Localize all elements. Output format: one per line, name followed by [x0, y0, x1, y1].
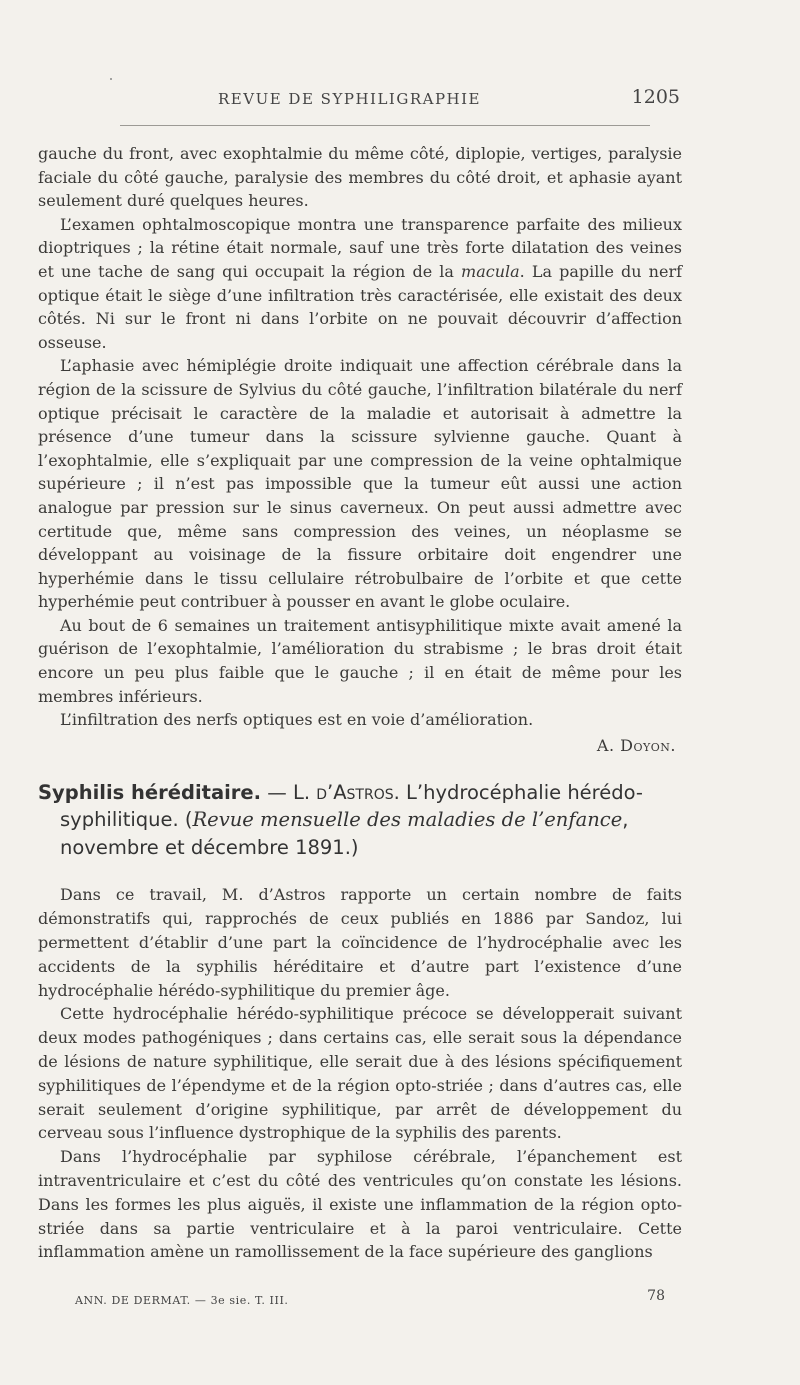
- article-dash: —: [261, 780, 293, 804]
- paragraph-2: [38, 213, 682, 355]
- article-paragraph-1: Dans ce travail, M. d’Astros rapporte un certain nombre de faits démonstratifs qui, rapprochés de ceux publiés en 1886 par Sandoz, lui permettent d’établir d’une part la coïncidence de l’hydrocéphalie avec les accidents de la syphilis héréditaire et d’autre part l’existence d’une hydrocéphalie hérédo-syphilitique du premier âge.: [38, 885, 682, 1000]
- article-paragraph-3: Dans l’hydrocéphalie par syphilose cérébrale, l’épanchement est intraventriculaire et c’est du côté des ventricules qu’on constate les lésions. Dans les formes les plus aiguës, il existe une inflammation de la région opto-striée dans sa partie ventriculaire et à la paroi ventriculaire. Cette inflammation amène un ramollissement de la face supérieure des ganglions: [38, 1147, 682, 1262]
- running-title: REVUE DE SYPHILIGRAPHIE: [218, 90, 482, 108]
- macula-term: macula: [461, 261, 520, 281]
- paragraph-1: gauche du front, avec exophtalmie du même côté, diplopie, vertiges, paralysie faciale du côté gauche, paralysie des membres du côté droit, et aphasie ayant seulement duré quelques heures.: [38, 144, 682, 211]
- article-body: [38, 883, 682, 1264]
- article-section: Syphilis héréditaire.: [38, 780, 262, 804]
- running-header: [38, 86, 680, 116]
- article-title: L’hydrocéphalie hérédo-syphilitique. (: [60, 780, 643, 832]
- article-paragraph-2: Cette hydrocéphalie hérédo-syphilitique précoce se développerait suivant deux modes pathogéniques ; dans certains cas, elle serait sous la dépendance de lésions de nature syphilitique, elle serait due à des lésions spécifiquement syphilitiques de l’épendyme et de la région opto-striée ; dans d’autres cas, elle serait seulement d’origine syphilitique, par arrêt de développement du cerveau sous l’influence dystrophique de la syphilis des parents.: [38, 1004, 682, 1143]
- article-date: , novembre et décembre 1891.): [60, 808, 629, 859]
- page-number: 1205: [631, 86, 680, 108]
- paragraph-4: Au bout de 6 semaines un traitement antisyphilitique mixte avait amené la guérison de l’exophtalmie, l’amélioration du strabisme ; le bras droit était encore un peu plus faible que le gauche ; il en était de même pour les membres inférieurs.: [38, 615, 682, 706]
- page-footer: [75, 1288, 675, 1308]
- footer-sheet-number: 78: [647, 1288, 665, 1304]
- signature-name: A. Doyon.: [596, 735, 676, 755]
- paragraph-5: L’infiltration des nerfs optiques est en voie d’amélioration.: [60, 710, 534, 730]
- print-speck: [110, 78, 112, 80]
- header-rule: [120, 125, 650, 126]
- footer-signature-mark: ANN. DE DERMAT. — 3e sie. T. III.: [75, 1294, 289, 1307]
- paragraph-2-start: L’examen ophtalmoscopique montra une transparence parfaite des milieux dioptriques ; la rétine était normale, sauf une très forte dilatation des veines et une tache de sang qui occupait la région de la: [38, 214, 682, 281]
- article-heading: [38, 779, 682, 862]
- paragraph-2-end: . La papille du nerf optique était le siège d’une infiltration très caractérisée, elle existait des deux côtés. Ni sur le front ni dans l’orbite on ne pouvait découvrir d’affection osseuse.: [38, 261, 683, 352]
- signature: [38, 732, 682, 760]
- article-author: L. d’Astros.: [292, 780, 400, 804]
- paragraph-3: L’aphasie avec hémiplégie droite indiquait une affection cérébrale dans la région de la scissure de Sylvius du côté gauche, l’infiltration bilatérale du nerf optique précisait le caractère de la maladie et autorisait à admettre la présence d’une tumeur dans la scissure sylvienne gauche. Quant à l’exophtalmie, elle s’expliquait par une compression de la veine ophtalmique supérieure ; il n’est pas impossible que la tumeur eût aussi une action analogue par pression sur le sinus caverneux. On peut aussi admettre avec certitude que, même sans compression des veines, un néoplasme se développant au voisinage de la fissure orbitaire doit engendrer une hyperhémie dans le tissu cellulaire rétrobulbaire de l’orbite et que cette hyperhémie peut contribuer à pousser en avant le globe oculaire.: [38, 356, 682, 612]
- body-text: [38, 142, 682, 1264]
- article-journal: Revue mensuelle des maladies de l’enfance: [192, 808, 623, 832]
